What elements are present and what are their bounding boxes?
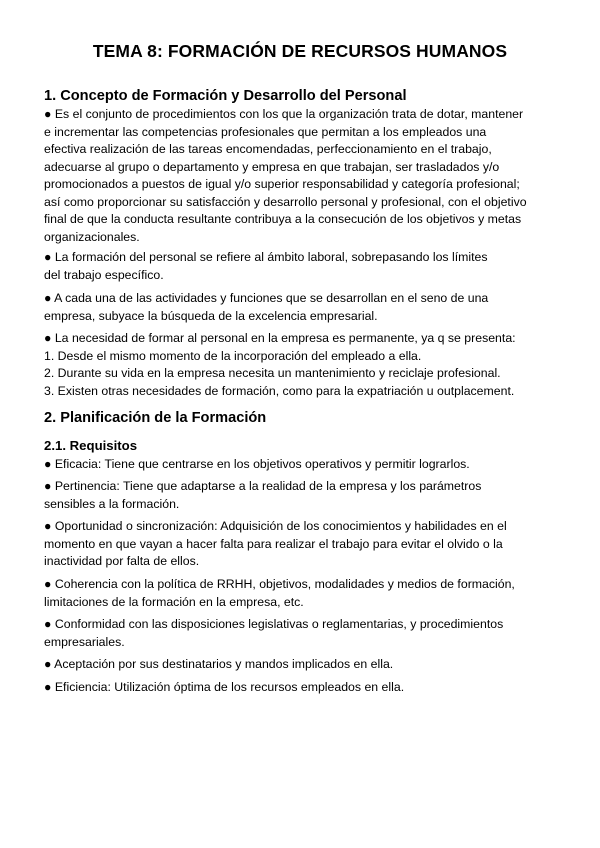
requirement-oportunidad <box>44 518 564 571</box>
text-line: ● A cada una de las actividades y funciones que se desarrollan en el seno de una <box>44 291 489 305</box>
text-line: ● Aceptación por sus destinatarios y mandos implicados en ella. <box>44 657 394 671</box>
text-line: promocionados a puestos de igual y/o superior responsabilidad y categoría profesional; <box>44 177 520 191</box>
text-line: ● La necesidad de formar al personal en la empresa es permanente, ya q se presenta: <box>44 331 516 345</box>
text-line: ● Conformidad con las disposiciones legislativas o reglamentarias, y procedimientos <box>44 617 504 631</box>
requirement-pertinencia <box>44 478 564 513</box>
text-line: así como proporcionar su satisfacción y desarrollo personal y profesional, con el objetivo <box>44 194 527 209</box>
document-title: TEMA 8: FORMACIÓN DE RECURSOS HUMANOS <box>92 41 508 61</box>
section-1-paragraph-4 <box>44 330 564 400</box>
section-1-paragraph-2 <box>44 249 564 284</box>
requirement-coherencia <box>44 576 564 611</box>
text-line: e incrementar las competencias profesionales que permitan a los empleados una <box>44 124 487 139</box>
requirement-eficiencia <box>44 679 564 697</box>
list-item: 2. Durante su vida en la empresa necesita un mantenimiento y reciclaje profesional. <box>44 366 501 380</box>
text-line: ● Coherencia con la política de RRHH, objetivos, modalidades y medios de formación, <box>44 577 515 591</box>
text-line: del trabajo específico. <box>44 267 164 282</box>
text-line: ● Pertinencia: Tiene que adaptarse a la realidad de la empresa y los parámetros <box>44 479 482 493</box>
text-line: ● Eficiencia: Utilización óptima de los recursos empleados en ella. <box>44 680 405 694</box>
text-line: empresa, subyace la búsqueda de la excelencia empresarial. <box>44 308 378 323</box>
text-line: ● Oportunidad o sincronización: Adquisición de los conocimientos y habilidades en el <box>44 519 507 533</box>
text-line: ● La formación del personal se refiere al ámbito laboral, sobrepasando los límites <box>44 250 488 264</box>
section-1-paragraph-3 <box>44 290 564 325</box>
requirement-eficacia <box>44 456 564 474</box>
text-line: ● Es el conjunto de procedimientos con los que la organización trata de dotar, mantener <box>44 107 524 121</box>
subsection-2-1-heading: 2.1. Requisitos <box>44 438 138 453</box>
text-line: organizacionales. <box>44 229 140 244</box>
text-line: empresariales. <box>44 634 125 649</box>
text-line: inactividad por falta de ellos. <box>44 554 200 568</box>
section-1-paragraph-1 <box>44 106 564 246</box>
section-1-heading: 1. Concepto de Formación y Desarrollo del Personal <box>44 88 407 104</box>
text-line: sensibles a la formación. <box>44 496 180 511</box>
list-item: 3. Existen otras necesidades de formación, como para la expatriación u outplacement. <box>44 383 515 398</box>
text-line: momento en que vayan a hacer falta para realizar el trabajo para evitar el olvido o la <box>44 536 503 551</box>
requirement-conformidad <box>44 616 564 651</box>
text-line: ● Eficacia: Tiene que centrarse en los objetivos operativos y permitir lograrlos. <box>44 457 470 471</box>
requirement-aceptacion <box>44 656 564 674</box>
text-line: efectiva realización de las tareas encomendadas, perfeccionamiento en el trabajo, <box>44 142 492 156</box>
text-line: adecuarse al grupo o departamento y empresa en que trabajan, ser trasladados y/o <box>44 159 500 174</box>
text-line: limitaciones de la formación en la empresa, etc. <box>44 594 304 609</box>
text-line: final de que la conducta resultante contribuya a la consecución de los objetivos y metas <box>44 212 522 226</box>
list-item: 1. Desde el mismo momento de la incorporación del empleado a ella. <box>44 348 422 363</box>
section-2-heading: 2. Planificación de la Formación <box>44 410 267 426</box>
